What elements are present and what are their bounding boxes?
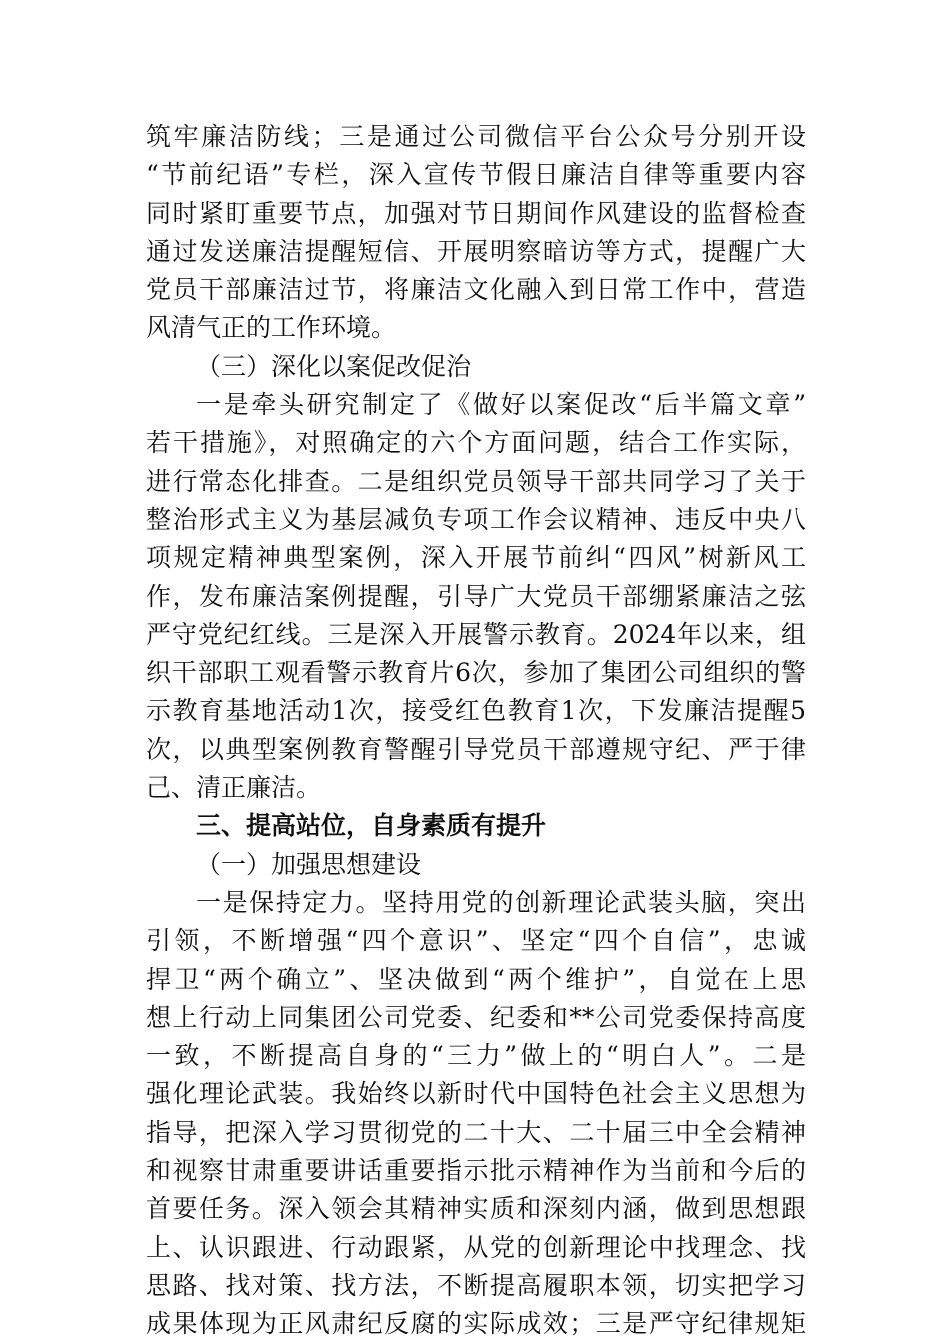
text-line: 进行常态化排查。二是组织党员领导干部共同学习了关于	[146, 466, 806, 496]
paragraph-1	[146, 118, 806, 348]
text-line: 想上行动上同集团公司党委、纪委和**公司党委保持高度	[146, 1002, 806, 1032]
text-line: 指导，把深入学习贯彻党的二十大、二十届三中全会精神	[146, 1117, 806, 1147]
text-line: 首要任务。深入领会其精神实质和深刻内涵，做到思想跟	[146, 1194, 806, 1224]
section-heading: 三、提高站位，自身素质有提升	[196, 811, 547, 841]
paragraph-2	[146, 386, 806, 807]
text-line: 一致，不断提高自身的“三力”做上的“明白人”。二是	[146, 1041, 806, 1071]
text-line: 风清气正的工作环境。	[146, 313, 397, 343]
text-line: 整治形式主义为基层减负专项工作会议精神、违反中央八	[146, 504, 806, 534]
text-line: 严守党纪红线。三是深入开展警示教育。2024年以来，组	[146, 619, 806, 649]
text-line: 引领，不断增强“四个意识”、坚定“四个自信”，忠诚	[146, 926, 806, 956]
text-line: 成果体现为正风肃纪反腐的实际成效；三是严守纪律规矩	[146, 1309, 806, 1339]
text-line: 若干措施》，对照确定的六个方面问题，结合工作实际，	[146, 428, 806, 458]
text-line: 同时紧盯重要节点，加强对节日期间作风建设的监督检查	[146, 198, 806, 228]
text-line: 示教育基地活动1次，接受红色教育1次，下发廉洁提醒5	[146, 696, 806, 726]
text-line: 作，发布廉洁案例提醒，引导广大党员干部绷紧廉洁之弦	[146, 581, 806, 611]
text-line: 一是牵头研究制定了《做好以案促改“后半篇文章”	[196, 390, 806, 420]
text-line: 一是保持定力。坚持用党的创新理论武装头脑，突出	[196, 887, 806, 917]
text-line: 上、认识跟进、行动跟紧，从党的创新理论中找理念、找	[146, 1232, 806, 1262]
subsection-heading-3: （三）深化以案促改促治	[196, 351, 472, 381]
text-line: 项规定精神典型案例，深入开展节前纠“四风”树新风工	[146, 543, 806, 573]
text-line: “节前纪语”专栏，深入宣传节假日廉洁自律等重要内容	[146, 160, 806, 190]
text-line: 捍卫“两个确立”、坚决做到“两个维护”，自觉在上思	[146, 964, 806, 994]
text-line: 织干部职工观看警示教育片6次，参加了集团公司组织的警	[146, 658, 806, 688]
text-line: 强化理论武装。我始终以新时代中国特色社会主义思想为	[146, 1079, 806, 1109]
text-line: 党员干部廉洁过节，将廉洁文化融入到日常工作中，营造	[146, 275, 806, 305]
subsection-heading-1: （一）加强思想建设	[196, 849, 422, 879]
text-line: 通过发送廉洁提醒短信、开展明察暗访等方式，提醒广大	[146, 236, 806, 266]
text-line: 筑牢廉洁防线；三是通过公司微信平台公众号分别开设	[146, 122, 806, 151]
paragraph-3	[146, 884, 806, 1344]
text-line: 己、清正廉洁。	[146, 773, 322, 803]
text-line: 思路、找对策、找方法，不断提高履职本领，切实把学习	[146, 1270, 806, 1300]
document-page	[146, 118, 806, 1344]
text-line: 次，以典型案例教育警醒引导党员干部遵规守纪、严于律	[146, 734, 806, 764]
text-line: 和视察甘肃重要讲话重要指示批示精神作为当前和今后的	[146, 1156, 806, 1186]
